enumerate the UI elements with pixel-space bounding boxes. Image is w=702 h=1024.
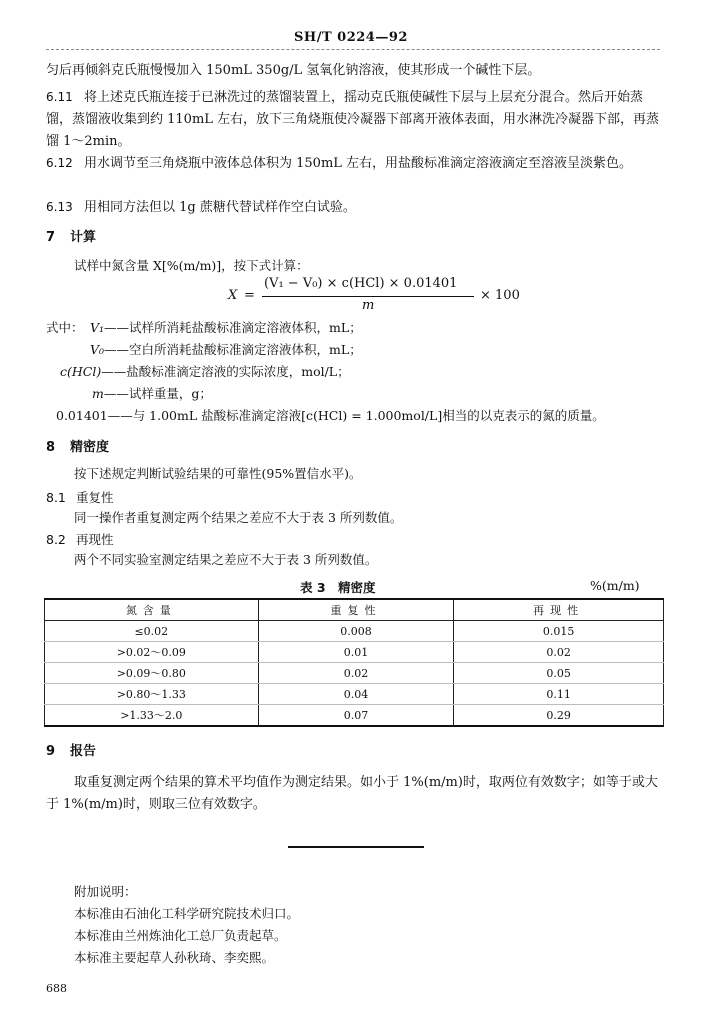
clause-6-13	[46, 196, 668, 219]
paragraph-continuation: 匀后再倾斜克氏瓶慢慢加入 150mL 350g/L 氢氧化钠溶液，使其形成一个碱性下层。	[46, 63, 541, 78]
table-cell: 0.01	[258, 642, 454, 663]
column-header-repeatability: 重复性	[258, 599, 454, 621]
clause-text: 将上述克氏瓶连接于已淋洗过的蒸馏装置上，摇动克氏瓶使碱性下层与上层充分混合。然后开始蒸馏，蒸馏液收集到约 110mL 左右，放下三角烧瓶使冷凝器下部离开液体表面，用水淋洗冷凝器下部，再蒸馏 1～2min。	[46, 90, 660, 149]
formula-denominator: m	[362, 298, 375, 313]
report-text: 取重复测定两个结果的算术平均值作为测定结果。如小于 1%(m/m)时，取两位有效数字；如等于或大于 1%(m/m)时，则取三位有效数字。	[46, 775, 658, 812]
definition-v0	[90, 340, 362, 358]
definition-symbol: 0.01401	[56, 408, 108, 423]
table-cell: >0.09～0.80	[45, 663, 259, 684]
precision-table	[44, 598, 664, 727]
column-header-nitrogen: 氮含量	[45, 599, 259, 621]
clause-text: 用水调节至三角烧瓶中液体总体积为 150mL 左右，用盐酸标准滴定溶液滴定至溶液呈淡紫色。	[84, 156, 633, 171]
calculation-intro: 试样中氮含量 X[%(m/m)]，按下式计算：	[74, 258, 309, 273]
table-row	[45, 642, 664, 663]
clause-number: 6.11	[46, 90, 73, 104]
definition-text: ——与 1.00mL 盐酸标准滴定溶液[c(HCl) = 1.000mol/L]相当的以克表示的氮的质量。	[107, 408, 605, 423]
clause-number: 8.1	[46, 490, 66, 505]
table-row	[45, 684, 664, 705]
definitions-lead: 式中：	[46, 320, 84, 335]
table-cell: 0.07	[258, 705, 454, 727]
section-8-heading	[46, 436, 109, 455]
section-title: 精密度	[70, 440, 110, 455]
formula-equals: =	[244, 288, 255, 303]
notes-title: 附加说明：	[74, 884, 137, 899]
table-cell: 0.02	[454, 642, 664, 663]
table-cell: 0.04	[258, 684, 454, 705]
header-rule	[46, 49, 660, 50]
section-number: 8	[46, 440, 56, 455]
clause-number: 6.12	[46, 156, 73, 170]
section-9-heading	[46, 740, 96, 759]
end-rule	[288, 846, 424, 848]
page-number: 688	[46, 982, 67, 995]
table-header-row	[45, 599, 664, 621]
table-cell: 0.11	[454, 684, 664, 705]
section-number: 7	[46, 230, 56, 245]
repeatability-text: 同一操作者重复测定两个结果之差应不大于表 3 所列数值。	[74, 510, 403, 525]
section-number: 9	[46, 744, 56, 759]
definition-text: ——试样重量，g；	[103, 386, 212, 401]
section-7-heading	[46, 226, 96, 245]
column-header-reproducibility: 再现性	[454, 599, 664, 621]
clause-title: 再现性	[76, 532, 114, 547]
clause-number: 8.2	[46, 532, 66, 547]
clause-6-12	[46, 152, 668, 175]
definition-v1	[90, 318, 362, 336]
table-cell: >0.02～0.09	[45, 642, 259, 663]
section-title: 计算	[70, 230, 97, 245]
precision-intro: 按下述规定判断试验结果的可靠性(95%置信水平)。	[74, 466, 362, 481]
definition-text: ——空白所消耗盐酸标准滴定溶液体积，mL；	[104, 342, 362, 357]
table-cell: >1.33～2.0	[45, 705, 259, 727]
formula-multiplier: × 100	[480, 288, 520, 303]
note-line: 本标准主要起草人孙秋琦、李奕熙。	[74, 950, 275, 965]
clause-8-1-heading	[46, 488, 114, 506]
table-title: 表 3 精密度	[300, 580, 376, 595]
clause-text: 用相同方法但以 1g 蔗糖代替试样作空白试验。	[84, 200, 356, 215]
document-code-header: SH/T 0224—92	[294, 30, 408, 45]
table-row	[45, 663, 664, 684]
table-cell: 0.015	[454, 621, 664, 642]
formula-lhs: X	[228, 288, 238, 303]
fraction-bar	[262, 296, 474, 297]
definition-symbol: c(HCl)	[60, 364, 102, 379]
section-title: 报告	[70, 744, 97, 759]
clause-6-11	[46, 86, 668, 153]
table-cell: 0.008	[258, 621, 454, 642]
definition-m	[92, 384, 212, 402]
note-line: 本标准由兰州炼油化工总厂负责起草。	[74, 928, 287, 943]
definition-text: ——试样所消耗盐酸标准滴定溶液体积，mL；	[104, 320, 362, 335]
definition-text: ——盐酸标准滴定溶液的实际浓度，mol/L；	[101, 364, 350, 379]
note-line: 本标准由石油化工科学研究院技术归口。	[74, 906, 300, 921]
formula-numerator: (V₁ − V₀) × c(HCl) × 0.01401	[264, 276, 458, 291]
table-row	[45, 621, 664, 642]
table-cell: >0.80～1.33	[45, 684, 259, 705]
clause-title: 重复性	[76, 490, 114, 505]
table-cell: ≤0.02	[45, 621, 259, 642]
table-cell: 0.02	[258, 663, 454, 684]
table-row	[45, 705, 664, 727]
definition-constant	[56, 406, 605, 424]
table-unit: %(m/m)	[590, 578, 640, 593]
definition-symbol: m	[92, 386, 104, 401]
definition-symbol: V₀	[90, 342, 105, 357]
clause-8-2-heading	[46, 530, 114, 548]
reproducibility-text: 两个不同实验室测定结果之差应不大于表 3 所列数值。	[74, 552, 378, 567]
definition-c-hcl	[60, 362, 350, 380]
definition-symbol: V₁	[90, 320, 105, 335]
clause-number: 6.13	[46, 200, 73, 214]
table-cell: 0.29	[454, 705, 664, 727]
table-cell: 0.05	[454, 663, 664, 684]
